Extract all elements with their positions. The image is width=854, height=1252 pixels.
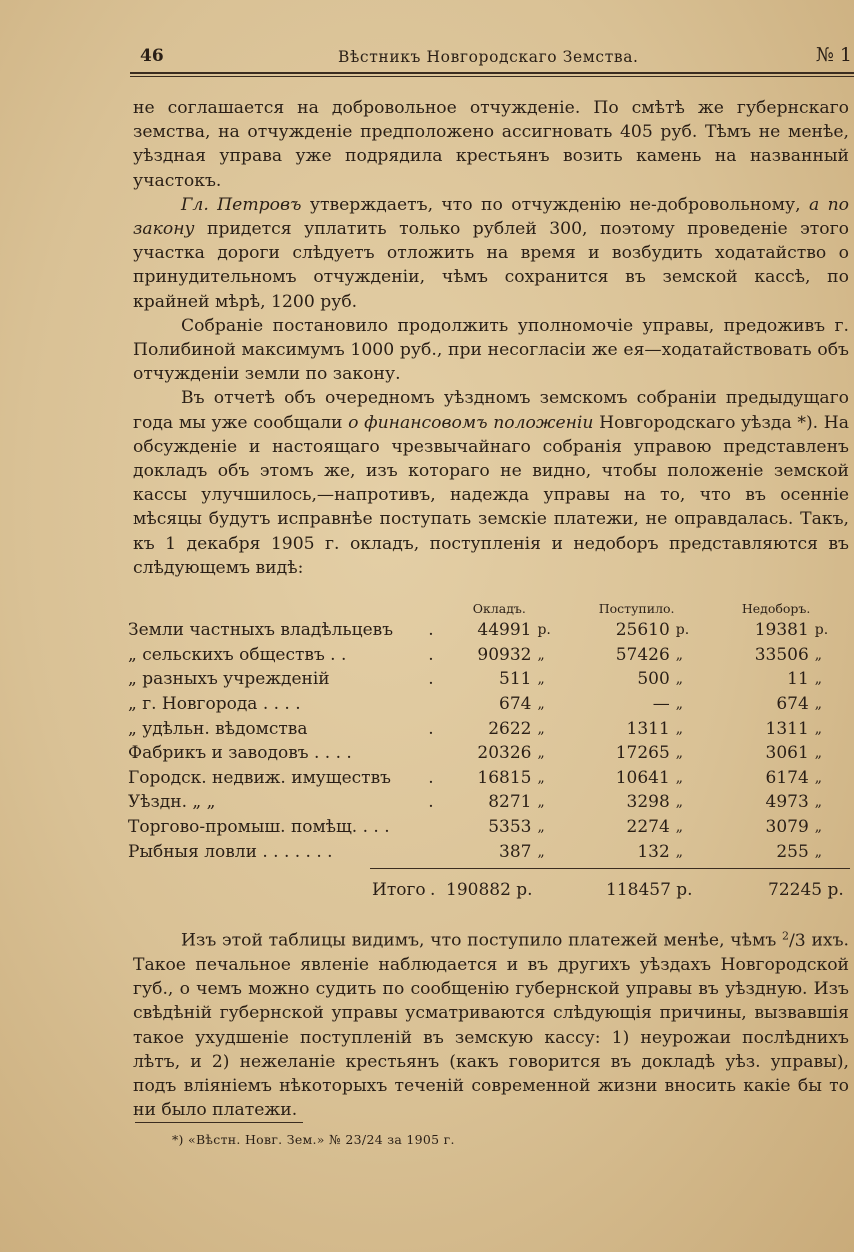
header-rule [130, 72, 854, 74]
row-received-unit: „ [675, 794, 684, 811]
row-received-unit: „ [675, 646, 684, 663]
row-arrears: 33506 [754, 644, 809, 665]
row-assessed: 674 [499, 694, 532, 715]
row-assessed-unit: „ [537, 769, 545, 786]
paragraph-2-emphasis: а по закону [133, 194, 849, 240]
row-received: 25610 [615, 620, 670, 641]
row-assessed: 2622 [488, 718, 532, 739]
running-header [130, 40, 854, 74]
page-number: 46 [140, 46, 164, 66]
row-received-unit: „ [675, 843, 684, 860]
row-received-unit: „ [675, 696, 684, 713]
row-assessed-unit: „ [537, 794, 545, 811]
row-arrears-unit: „ [814, 794, 823, 811]
row-sep [422, 839, 439, 864]
total-label: Итого [372, 880, 426, 900]
row-assessed: 511 [499, 669, 532, 690]
total-sep: . [430, 880, 436, 900]
paragraph-2-part-a: утверждаетъ, что по отчужденію не-добровольному, [301, 194, 809, 215]
table-header-row [128, 594, 852, 618]
paragraph-4-emphasis: о финансовомъ положеніи [348, 412, 594, 433]
row-received: 57426 [615, 644, 670, 665]
paragraph-5 [133, 924, 849, 1122]
paragraph-1: не соглашается на добровольное отчужденіе. По смѣтѣ же губернскаго земства, на отчужденіе предположено ассигновать 405 руб. Тѣмъ не менѣе, уѣздная управа уже подрядила крестьянъ возить камень на названный участокъ. [133, 98, 849, 191]
row-assessed-unit: „ [537, 646, 545, 663]
fraction [782, 931, 806, 951]
row-sep [422, 692, 439, 717]
row-received-unit: „ [675, 671, 684, 688]
header-rule-thin [130, 76, 854, 77]
row-assessed: 5353 [488, 817, 532, 838]
text-block-top [133, 96, 849, 580]
row-assessed: 8271 [488, 792, 532, 813]
row-sep: . [428, 620, 434, 641]
row-received-unit: „ [675, 769, 684, 786]
paragraph-5-part-b: ихъ. Такое печальное явленіе наблюдается и въ другихъ уѣздахъ Новгородской губ., о чемъ можно судить по сообщенію губернской управы въ уѣздную. Изъ свѣдѣній губернской управы усматриваются слѣдующія причины, вызвавшія такое ухудшеніе поступленій въ земскую кассу: 1) неурожаи послѣднихъ лѣтъ, и 2) нежеланіе крестьянъ (какъ говорится въ докладѣ уѣз. управы), подъ вліяніемъ нѣкоторыхъ теченій современной жизни вносить какіе бы то ни было платежи. [133, 930, 849, 1121]
row-label: Фабрикъ и заводовъ . . . . [128, 743, 352, 764]
paragraph-4-part-a: Въ отчетѣ объ очередномъ уѣздномъ земскомъ собраніи предыдущаго года мы уже сообщали [133, 388, 849, 433]
row-arrears: 255 [776, 841, 809, 862]
row-arrears: 11 [787, 669, 809, 690]
table-header-label [128, 594, 422, 618]
row-arrears-unit: „ [814, 646, 823, 663]
row-received: 2274 [626, 817, 670, 838]
paragraph-4-part-b: Новгородскаго уѣзда *). На обсужденіе и настоящаго чрезвычайнаго собранія управою представленъ докладъ объ этомъ же, изъ котораго не видно, чтобы положеніе земской кассы улучшилось,—напротивъ, надежда управы на то, что въ осенніе мѣсяцы будутъ исправнѣе поступать земскіе платежи, не оправдалась. Такъ, къ 1 декабря 1905 г. окладъ, поступленія и недоборъ представляются въ слѣдующемъ видѣ: [133, 412, 849, 578]
row-assessed-unit: „ [537, 843, 545, 860]
row-arrears-unit: „ [814, 720, 823, 737]
row-arrears: 3079 [765, 817, 809, 838]
row-received: 3298 [626, 792, 670, 813]
row-sep: . [428, 718, 434, 739]
fraction-denominator: /3 [789, 930, 806, 951]
table-header-received: Поступило. [598, 601, 675, 616]
row-label: Рыбныя ловли . . . . . . . [128, 841, 333, 862]
footnote: *) «Вѣстн. Новг. Зем.» № 23/24 за 1905 г. [172, 1132, 455, 1147]
paragraph-2-part-b: придется уплатить только рублей 300, поэтому проведеніе этого участка дороги слѣдуетъ отложить на время и возбудить ходатайство о принудительномъ отчужденіи, чѣмъ сохранится въ земской кассѣ, по крайней мѣрѣ, 1200 руб. [133, 219, 849, 312]
row-received: 17265 [615, 743, 670, 764]
row-received-unit: р. [675, 622, 690, 639]
row-sep: . [428, 767, 434, 788]
row-assessed: 387 [499, 841, 532, 862]
paragraph-5-part-a: Изъ этой таблицы видимъ, что поступило платежей менѣе, чѣмъ [181, 930, 782, 951]
row-assessed-unit: „ [537, 696, 545, 713]
total-assessed: 190882 р. [446, 880, 533, 900]
row-label: „ г. Новгорода . . . . [128, 694, 301, 715]
row-sep [422, 815, 439, 840]
row-arrears-unit: „ [814, 696, 823, 713]
table-row [128, 667, 852, 692]
row-received: 132 [637, 841, 670, 862]
table-row [128, 741, 852, 766]
speaker-name: Гл. Петровъ [181, 194, 302, 215]
table-row [128, 839, 852, 864]
row-sep: . [428, 792, 434, 813]
row-label: „ разныхъ учрежденій [128, 669, 330, 690]
row-assessed: 16815 [477, 767, 532, 788]
row-received-unit: „ [675, 745, 684, 762]
row-sep [422, 741, 439, 766]
row-arrears-unit: „ [814, 671, 823, 688]
row-assessed-unit: „ [537, 720, 545, 737]
row-arrears: 3061 [765, 743, 809, 764]
row-label: Торгово-промыш. помѣщ. . . . [128, 817, 390, 838]
row-sep: . [428, 669, 434, 690]
row-arrears-unit: р. [814, 622, 829, 639]
table-row [128, 766, 852, 791]
row-sep: . [428, 644, 434, 665]
row-assessed-unit: „ [537, 819, 545, 836]
row-arrears: 1311 [765, 718, 809, 739]
row-received-unit: „ [675, 720, 684, 737]
table-header-assessed: Окладъ. [472, 601, 526, 616]
total-received: 118457 р. [606, 880, 693, 900]
table-row [128, 790, 852, 815]
finance-table [128, 594, 852, 864]
total-rule [370, 868, 850, 869]
row-received: 500 [637, 669, 670, 690]
issue-label: № 1 [815, 44, 852, 66]
total-arrears: 72245 р. [768, 880, 844, 900]
row-label: „ удѣльн. вѣдомства [128, 718, 308, 739]
text-block-bottom [133, 924, 849, 1122]
table-row [128, 618, 852, 643]
row-assessed-unit: р. [537, 622, 551, 639]
row-arrears: 6174 [765, 767, 809, 788]
row-assessed-unit: „ [537, 745, 545, 762]
row-assessed-unit: „ [537, 671, 545, 688]
row-assessed: 44991 [477, 620, 532, 641]
row-arrears: 19381 [754, 620, 809, 641]
row-arrears-unit: „ [814, 769, 823, 786]
table-row [128, 643, 852, 668]
row-assessed: 90932 [477, 644, 532, 665]
row-label: Земли частныхъ владѣльцевъ [128, 620, 394, 641]
row-received-unit: „ [675, 819, 684, 836]
row-arrears-unit: „ [814, 745, 823, 762]
journal-title: Вѣстникъ Новгородскаго Земства. [338, 48, 639, 66]
row-label: Городск. недвиж. имуществъ [128, 767, 391, 788]
footnote-rule [135, 1122, 303, 1123]
row-arrears: 4973 [765, 792, 809, 813]
table-row [128, 815, 852, 840]
paragraph-2 [133, 193, 849, 314]
row-arrears: 674 [776, 694, 809, 715]
row-arrears-unit: „ [814, 819, 823, 836]
table-row [128, 692, 852, 717]
table-body [128, 618, 852, 864]
row-assessed: 20326 [477, 743, 532, 764]
row-received: — [652, 694, 670, 715]
paragraph-3: Собраніе постановило продолжить уполномочіе управы, предоживъ г. Полибиной максимумъ 1000 руб., при несогласіи же ея—ходатайствовать объ отчужденіи земли по закону. [133, 315, 849, 385]
table-header-sep [422, 594, 439, 618]
row-received: 1311 [626, 718, 670, 739]
table-row [128, 716, 852, 741]
row-label: „ сельскихъ обществъ . . [128, 644, 347, 665]
fraction-numerator: 2 [782, 929, 789, 942]
paragraph-4 [133, 386, 849, 580]
row-received: 10641 [615, 767, 670, 788]
row-label: Уѣздн. „ „ [128, 792, 216, 813]
row-arrears-unit: „ [814, 843, 823, 860]
table-header-arrears: Недоборъ. [741, 601, 811, 616]
